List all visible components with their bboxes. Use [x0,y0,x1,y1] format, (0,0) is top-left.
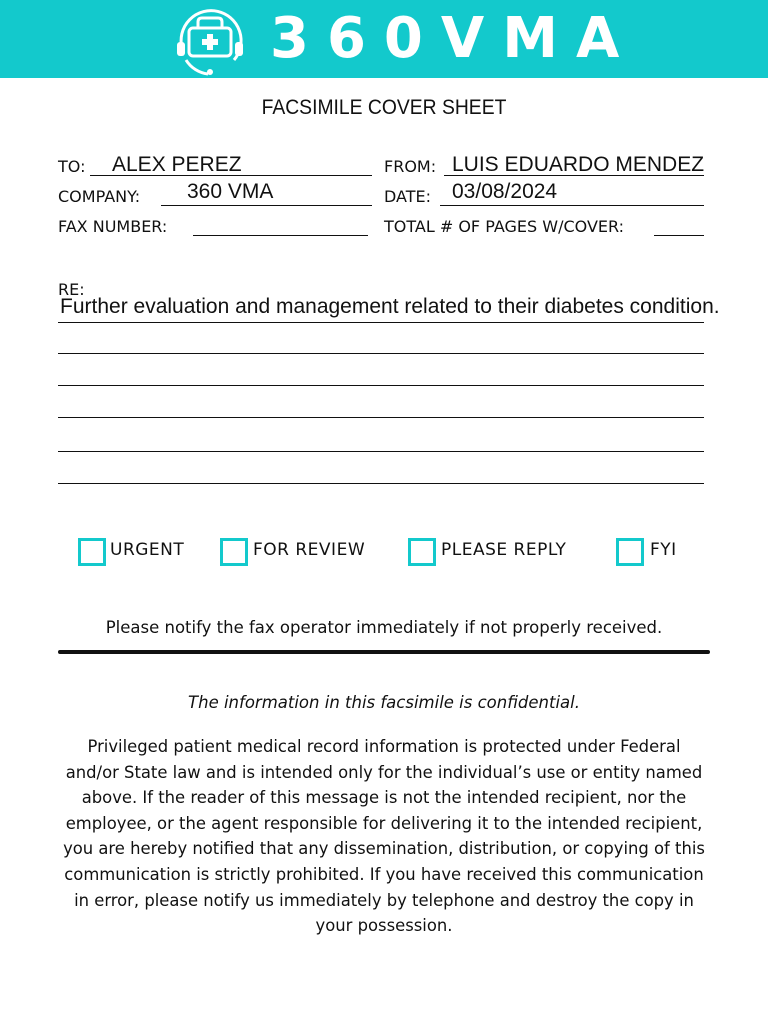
pages-label: TOTAL # OF PAGES W/COVER: [384,217,625,236]
re-line-3 [58,385,704,386]
fyi-checkbox[interactable] [616,538,644,566]
fax-label: FAX NUMBER: [58,217,168,236]
re-line-1 [58,322,704,323]
re-label: RE: [58,280,85,299]
company-label: COMPANY: [58,187,141,206]
re-text[interactable]: Further evaluation and management related to their diabetes condition. [60,295,720,318]
notify-text: Please notify the fax operator immediately if not properly received. [105,618,663,637]
medical-kit-headset-icon [172,4,248,76]
company-line [161,205,372,206]
brand-name: 360VMA [270,6,638,71]
checkbox-row [0,538,768,568]
re-line-5 [58,451,704,452]
date-line [440,205,704,206]
please-reply-checkbox[interactable] [408,538,436,566]
from-label: FROM: [384,157,437,176]
please-reply-label: PLEASE REPLY [441,540,567,560]
re-line-4 [58,417,704,418]
header-bar [0,0,768,78]
re-line-2 [58,353,704,354]
divider [58,650,710,654]
urgent-checkbox[interactable] [78,538,106,566]
for-review-label: FOR REVIEW [253,540,366,560]
pages-line [654,235,704,236]
fyi-label: FYI [650,540,677,560]
for-review-checkbox[interactable] [220,538,248,566]
date-label: DATE: [384,187,432,206]
page-title: FACSIMILE COVER SHEET [261,96,507,119]
to-value[interactable]: ALEX PEREZ [112,153,242,176]
to-label: TO: [58,157,86,176]
privileged-notice: Privileged patient medical record information is protected under Federal and/or State law and is intended only for the individual’s use or entity named above. If the reader of this message is not the intended recipient, nor the employee, or the agent responsible for delivering it to the intended recipient, you are hereby notified that any dissemination, distribution, or copying of this communication is strictly prohibited. If you have received this communication in error, please notify us immediately by telephone and destroy the copy in your possession. [63,737,705,936]
date-value[interactable]: 03/08/2024 [452,180,558,203]
re-line-6 [58,483,704,484]
confidential-notice: The information in this facsimile is confidential. [188,693,580,712]
from-value[interactable]: LUIS EDUARDO MENDEZ [452,153,705,176]
fax-line [193,235,368,236]
urgent-label: URGENT [110,540,185,560]
company-value[interactable]: 360 VMA [187,180,274,203]
